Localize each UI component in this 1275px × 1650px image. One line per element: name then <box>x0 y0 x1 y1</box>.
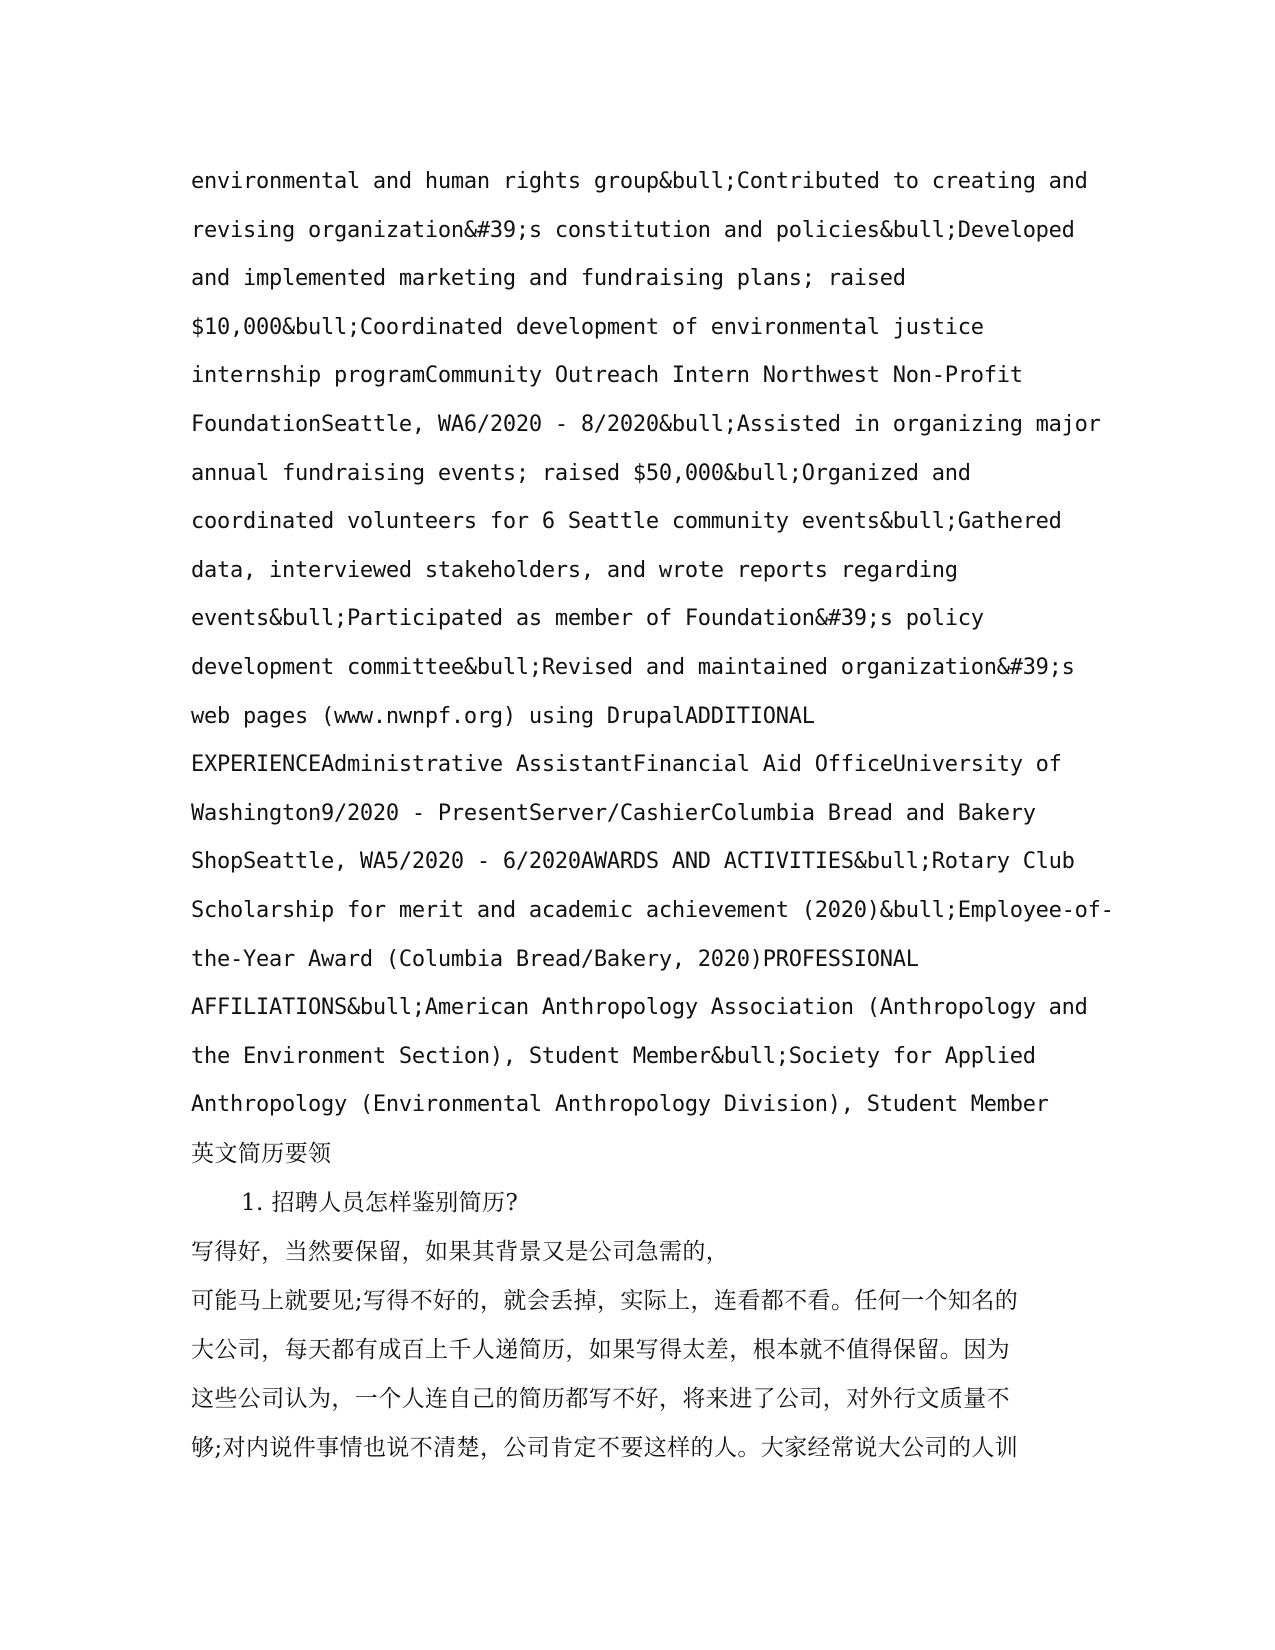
text-line: AFFILIATIONS&bull;American Anthropology Association (Anthropology and <box>191 995 1088 1021</box>
text-line: 够;对内说件事情也说不清楚，公司肯定不要这样的人。大家经常说大公司的人训 <box>191 1434 1019 1461</box>
text-line: and implemented marketing and fundraising plans; raised <box>191 266 906 292</box>
text-line: EXPERIENCEAdministrative AssistantFinancial Aid OfficeUniversity of <box>191 752 1062 778</box>
text-line: 可能马上就要见;写得不好的，就会丢掉，实际上，连看都不看。任何一个知名的 <box>191 1287 1019 1314</box>
text-line: coordinated volunteers for 6 Seattle community events&bull;Gathered <box>191 509 1062 535</box>
text-line: Scholarship for merit and academic achievement (2020)&bull;Employee-of- <box>191 897 1114 923</box>
text-line: 写得好，当然要保留，如果其背景又是公司急需的， <box>191 1238 730 1265</box>
text-line: 这些公司认为，一个人连自己的简历都写不好，将来进了公司，对外行文质量不 <box>191 1385 1010 1412</box>
question-heading: 1. 招聘人员怎样鉴别简历? <box>241 1189 519 1216</box>
text-line: Anthropology (Environmental Anthropology Division), Student Member <box>191 1092 1049 1118</box>
text-line: $10,000&bull;Coordinated development of environmental justice <box>191 314 984 340</box>
text-line: FoundationSeattle, WA6/2020 - 8/2020&bull;Assisted in organizing major <box>191 411 1101 437</box>
text-line: internship programCommunity Outreach Intern Northwest Non-Profit <box>191 363 1023 389</box>
text-line: events&bull;Participated as member of Foundation&#39;s policy <box>191 606 984 632</box>
text-line: ShopSeattle, WA5/2020 - 6/2020AWARDS AND ACTIVITIES&bull;Rotary Club <box>191 849 1075 875</box>
document-body <box>191 158 1114 1473</box>
text-line: development committee&bull;Revised and maintained organization&#39;s <box>191 654 1075 680</box>
text-line: web pages (www.nwnpf.org) using DrupalADDITIONAL <box>191 703 815 729</box>
text-line: data, interviewed stakeholders, and wrote reports regarding <box>191 557 958 583</box>
text-line: 大公司，每天都有成百上千人递简历，如果写得太差，根本就不值得保留。因为 <box>191 1336 1010 1363</box>
text-line: revising organization&#39;s constitution and policies&bull;Developed <box>191 217 1075 243</box>
text-line: the Environment Section), Student Member&bull;Society for Applied <box>191 1043 1036 1069</box>
text-line: annual fundraising events; raised $50,000&bull;Organized and <box>191 460 971 486</box>
text-line: environmental and human rights group&bull;Contributed to creating and <box>191 169 1088 194</box>
text-line: Washington9/2020 - PresentServer/CashierColumbia Bread and Bakery <box>191 800 1036 826</box>
text-line: the-Year Award (Columbia Bread/Bakery, 2020)PROFESSIONAL <box>191 946 919 972</box>
section-title: 英文简历要领 <box>191 1140 332 1167</box>
